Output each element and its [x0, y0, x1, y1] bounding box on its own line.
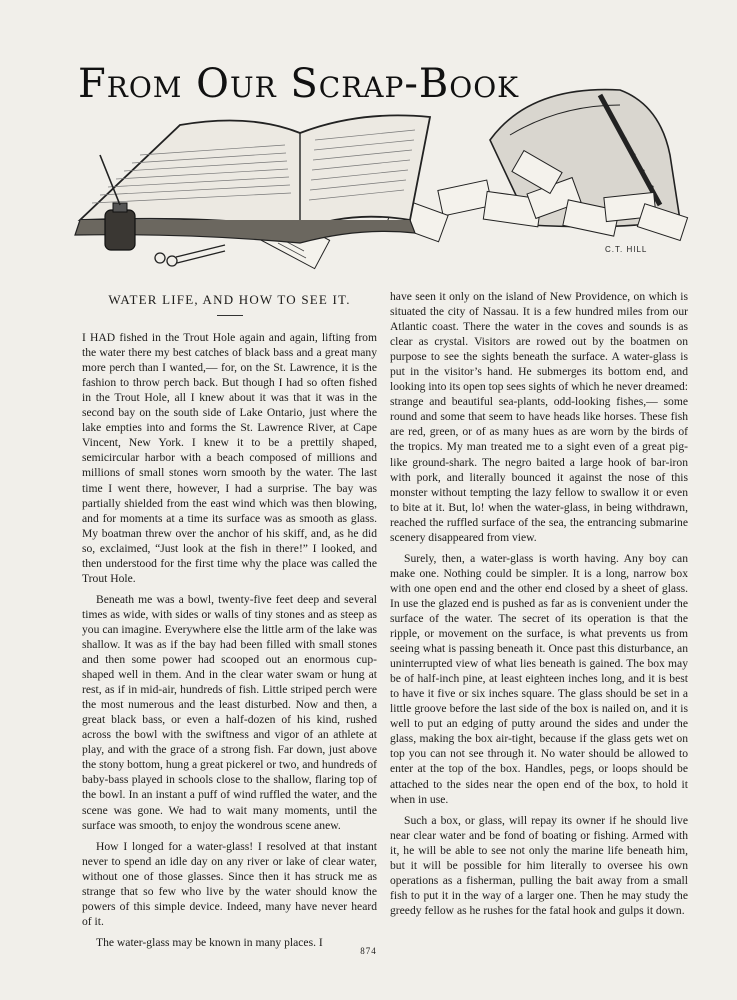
artist-signature: C.T. HILL [605, 245, 648, 254]
paragraph: I HAD fished in the Trout Hole again and again, lifting from the water there my best catches of black bass and a great many more perch than I wanted,— for, on the St. Lawrence, it is the fashion to throw perch back. But though I had so often fished in the Trout Hole, all I knew about it was that it was in the second bay on the south side of Lake Ontario, just where the lake empties into and forms the St. Lawrence River, at Cape Vincent, New York. I knew it to be a prettily shaped, semicircular harbor with a beach composed of millions and millions of small stones worn smooth by the water. The last time I went there, however, I had a surprise. The bay was partially shielded from the east wind which was then blowing, and for moments at a time its surface was as smooth as glass. My boatman threw over the anchor of his skiff, and, as he did so, exclaimed, “Just look at the fish in there!” I looked, and then understood for the first time why the place was called the Trout Hole. [82, 331, 377, 585]
paragraph: Surely, then, a water-glass is worth having. Any boy can make one. Nothing could be simpler. It is a long, narrow box with one open end and the other end closed by a sheet of glass. In use the glazed end is pushed as far as is convenient under the surface of the water. The secret of its operation is that the ripple, or movement on the surface, is what prevents us from seeing what is passing beneath it. Once past this disturbance, an uninterrupted view of what lies beneath is gained. The box may be of half-inch pine, at least eighteen inches long, and it is best to have it five or six inches square. The glass should be set in a little groove before the last side of the box is nailed on, and it is well to put an edging of putty around the sides and under the glass, making the box air-tight, because if the glass gets wet on top you can not see through it. No water should be allowed to enter at the top of the box. Handles, pegs, or loops should be attached to the sides near the open end of the box, to hold it when in use. [390, 551, 688, 806]
paragraph: Beneath me was a bowl, twenty-five feet deep and several times as wide, with sides or walls of tiny stones and as steep as you can imagine. Everywhere else the little arm of the lake was shallow. It was as if the bay had been filled with small stones and then some power had scooped out an enormous cup-shaped well in them. And in the clear water swam or hung at rest, as if in mid-air, hundreds of fish. Little striped perch were the most numerous and the least disturbed. Now and then, a great black bass, or even a half-dozen of his kind, rushed across the bowl with the swiftness and vigor of an athlete at play, and with the grace of a strong fish. Far down, just above the stony bottom, hung a great pickerel or two, and hundreds of baby-bass played in schools close to the shallow, flaring top of the bowl. In an instant a puff of wind ruffled the water, and the scene was gone. We had to wait many moments, until the surface was smooth, to enjoy the wondrous scene anew. [82, 592, 377, 832]
masthead-title: From Our Scrap-Book [78, 61, 520, 107]
title-divider [217, 315, 243, 316]
paragraph: have seen it only on the island of New Providence, on which is situated the city of Nassau. It is a few hundred miles from our Atlantic coast. There the water in the coves and sounds is as clear as crystal. Visitors are rowed out by the boatmen on purpose to see the sights beneath the surface. A water-glass is put in the visitor’s hand. He submerges its bottom end, and looking into its open top sees sights of which he never dreamed: strange and beautiful sea-plants, odd-looking fishes,— some round and some that seem to have heads like horses. These fish are red, green, or of as many hues as are worn by the birds of the tropics. My man treated me to a sight even of a great pig-like ground-shark. The negro baited a large hook of bar-iron with pork, and literally bounced it against the nose of this monster without tempting the lazy fellow to swallow it or even to bite at it. But, lo! when the water-glass, in being withdrawn, reached the ruffled surface of the sea, the entrancing submarine scenery disappeared from view. [390, 290, 688, 544]
masthead-illustration [60, 45, 700, 285]
paragraph: Such a box, or glass, will repay its owner if he should live near clear water and be fond of boating or fishing. Armed with it, he will be able to see not only the marine life beneath him, but it will be possible for him literally to oversee his own operations as a fisherman, pulling the bait away from a small fish to put it in the way of a larger one. Then he may study the greedy fellow as he rushes for the fatal hook and gulps it down. [390, 813, 688, 917]
right-column [390, 289, 688, 924]
paragraph: How I longed for a water-glass! I resolved at that instant never to spend an idle day on any river or lake of clear water, without one of those glasses. Since then it has struck me as strange that so few who live by the water should know the powers of this simple device. Indeed, many have never heard of it. [82, 839, 377, 928]
page-number: 874 [360, 946, 377, 956]
left-column [82, 290, 377, 956]
article-title: WATER LIFE, AND HOW TO SEE IT. [108, 292, 351, 307]
paragraph: The water-glass may be known in many places. I [96, 935, 323, 949]
